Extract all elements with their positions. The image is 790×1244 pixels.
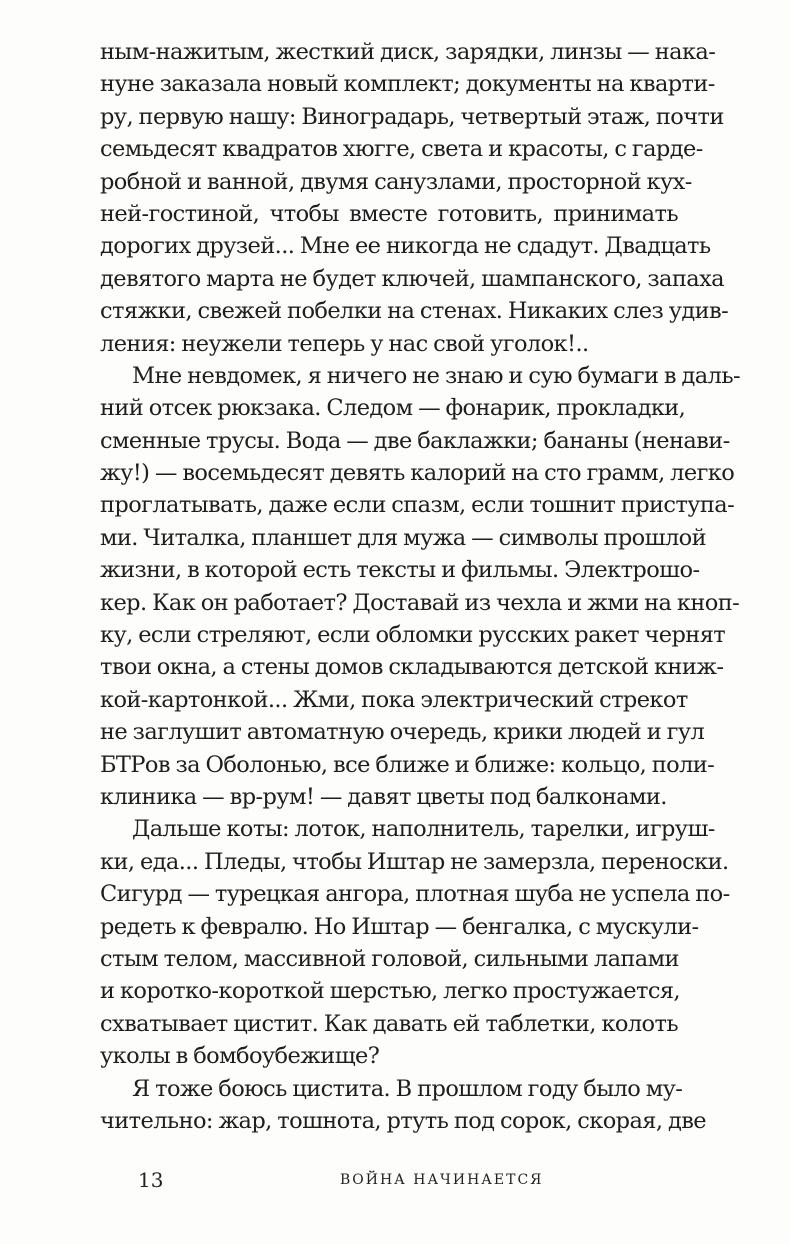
text-line: ний отсек рюкзака. Следом — фонарик, прокладки, xyxy=(100,395,686,422)
text-line: ней-гостиной, чтобы вместе готовить, принимать xyxy=(100,200,678,227)
paragraph xyxy=(100,813,730,1072)
text-line: дорогих друзей... Мне ее никогда не сдадут. Двадцать xyxy=(100,233,711,260)
text-line: схватывает цистит. Как давать ей таблетки, колоть xyxy=(100,1010,678,1037)
text-line: нуне заказала новый комплект; документы на кварти- xyxy=(100,71,715,98)
text-line: ления: неужели теперь у нас свой уголок!.. xyxy=(100,330,589,357)
paragraph xyxy=(100,1073,707,1138)
text-line: семьдесят квадратов хюгге, света и красоты, с гарде- xyxy=(100,136,703,163)
page-number: 13 xyxy=(138,1168,164,1192)
text-line: жизни, в которой есть тексты и фильмы. Электрошо- xyxy=(100,557,700,584)
text-line: редеть к февралю. Но Иштар — бенгалка, с мускули- xyxy=(100,913,699,940)
text-line: ру, первую нашу: Виноградарь, четвертый этаж, почти xyxy=(100,103,724,130)
text-line: Сигурд — турецкая ангора, плотная шуба не успела по- xyxy=(100,881,730,908)
text-line: не заглушит автоматную очередь, крики людей и гул xyxy=(100,719,705,746)
text-line: клиника — вр-рум! — давят цветы под балконами. xyxy=(100,783,667,810)
text-line: проглатывать, даже если спазм, если тошнит приступа- xyxy=(100,492,735,519)
text-line: Я тоже боюсь цистита. В прошлом году было му- xyxy=(132,1075,683,1102)
text-line: Мне невдомек, я ничего не знаю и сую бумаги в даль- xyxy=(132,362,740,389)
text-line: стяжки, свежей побелки на стенах. Никаких слез удив- xyxy=(100,298,729,325)
text-line: твои окна, а стены домов складываются детской книж- xyxy=(100,654,724,681)
text-line: и коротко-короткой шерстью, легко простужается, xyxy=(100,978,680,1005)
running-title: ВОЙНА НАЧИНАЕТСЯ xyxy=(340,1172,544,1188)
text-line: чительно: жар, тошнота, ртуть под сорок, скорая, две xyxy=(100,1107,707,1134)
text-line: кер. Как он работает? Доставай из чехла и жми на кноп- xyxy=(100,589,740,616)
text-line: БТРов за Оболонью, все ближе и ближе: кольцо, поли- xyxy=(100,751,715,778)
text-line: девятого марта не будет ключей, шампанского, запаха xyxy=(100,265,724,292)
text-line: Дальше коты: лоток, наполнитель, тарелки, игруш- xyxy=(132,816,715,843)
text-line: ку, если стреляют, если обломки русских ракет чернят xyxy=(100,622,726,649)
body-text xyxy=(100,36,740,1137)
text-line: сменные трусы. Вода — две баклажки; бананы (ненави- xyxy=(100,427,730,454)
text-line: ми. Читалка, планшет для мужа — символы прошлой xyxy=(100,524,706,551)
text-line: ки, еда... Пледы, чтобы Иштар не замерзла, переноски. xyxy=(100,848,729,875)
text-line: робной и ванной, двумя санузлами, просторной кух- xyxy=(100,168,692,195)
text-line: жу!) — восемьдесят девять калорий на сто грамм, легко xyxy=(100,460,735,487)
text-line: уколы в бомбоубежище? xyxy=(100,1043,380,1070)
paragraph xyxy=(100,36,729,360)
text-line: ным-нажитым, жесткий диск, зарядки, линзы — нака- xyxy=(100,39,716,65)
text-line: стым телом, массивной головой, сильными лапами xyxy=(100,945,679,972)
text-line: кой-картонкой... Жми, пока электрический стрекот xyxy=(100,686,688,713)
paragraph xyxy=(100,360,740,813)
